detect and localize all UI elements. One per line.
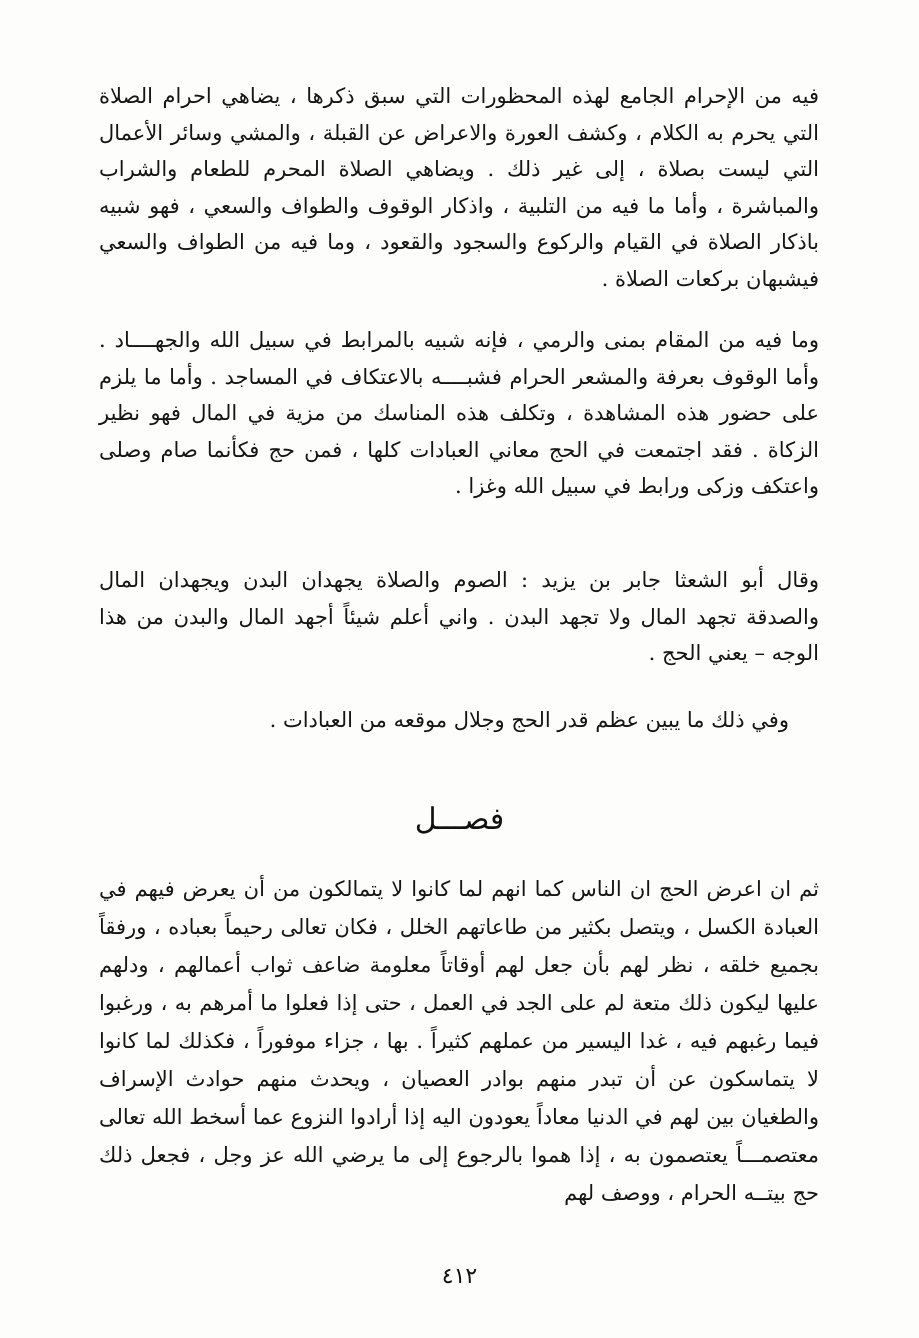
page-number: ٤١٢ bbox=[441, 1264, 478, 1289]
paragraph-text: وما فيه من المقام بمنى والرمي ، فإنه شبيه بالمرابط في سبيل الله والجهــــاد . وأما الوقوف بعرفة والمشعر الحرام فشبــــه بالاعتكاف في المساجد . وأما ما يلزم على حضور هذه المشاهدة ، وتكلف هذه المناسك من مزية في المال فهو نظير الزكاة . فقد اجتمعت في الحج معاني العبادات كلها ، فمن حج فكأنما صام وصلى واعتكف وزكى ورابط في سبيل الله وغزا . bbox=[99, 328, 819, 498]
paragraph-text: ثم ان اعرض الحج ان الناس كما انهم لما كانوا لا يتمالكون من أن يعرض فيهم في العبادة الكسل ، ويتصل بكثير من طاعاتهم الخلل ، فكان تعالى رحيماً بعباده ، ورفقاً بجميع خلقه ، نظر لهم بأن جعل لهم أوقاتاً معلومة ضاعف ثواب أعمالهم ، ودلهم عليها ليكون ذلك متعة لم على الجد في العمل ، حتى إذا فعلوا ما أمرهم به ، ورغبوا فيما رغبهم فيه ، غدا اليسير من عملهم كثيراً . بها ، جزاء موفوراً ، فكذلك لما كانوا لا يتماسكون عن أن تبدر منهم بوادر العصيان ، ويحدث منهم حوادث الإسراف والطغيان بين لهم في الدنيا معاداً يعودون اليه إذا أرادوا النزوع عما أسخط الله تعالى معتصمـــاً يعتصمون به ، إذا هموا بالرجوع إلى ما يرضي الله عز وجل ، فجعل ذلك حج بيتــه الحرام ، ووصف لهم bbox=[99, 877, 819, 1205]
paragraph-4 bbox=[109, 702, 789, 739]
paragraph-2 bbox=[99, 322, 819, 505]
paragraph-text: وقال أبو الشعثا جابر بن يزيد : الصوم والصلاة يجهدان البدن ويجهدان المال والصدقة تجهد المال ولا تجهد البدن . واني أعلم شيئاً أجهد المال والبدن من هذا الوجه – يعني الحج . bbox=[99, 568, 819, 665]
paragraph-text: وفي ذلك ما يبين عظم قدر الحج وجلال موقعه من العبادات . bbox=[269, 708, 789, 732]
paragraph-text: فيه من الإحرام الجامع لهذه المحظورات التي سبق ذكرها ، يضاهي احرام الصلاة التي يحرم به الكلام ، وكشف العورة والاعراض عن القبلة ، والمشي وسائر الأعمال التي ليست بصلاة ، إلى غير ذلك . ويضاهي الصلاة المحرم للطعام والشراب والمباشرة ، وأما ما فيه من التلبية ، واذكار الوقوف والطواف والسعي ، فهو شبيه باذكار الصلاة في القيام والركوع والسجود والقعود ، وما فيه من الطواف والسعي فيشبهان بركعات الصلاة . bbox=[99, 84, 819, 291]
section-heading: فصـــل bbox=[414, 802, 505, 837]
paragraph-3 bbox=[99, 562, 819, 672]
paragraph-1 bbox=[99, 78, 819, 297]
paragraph-5 bbox=[99, 870, 819, 1212]
